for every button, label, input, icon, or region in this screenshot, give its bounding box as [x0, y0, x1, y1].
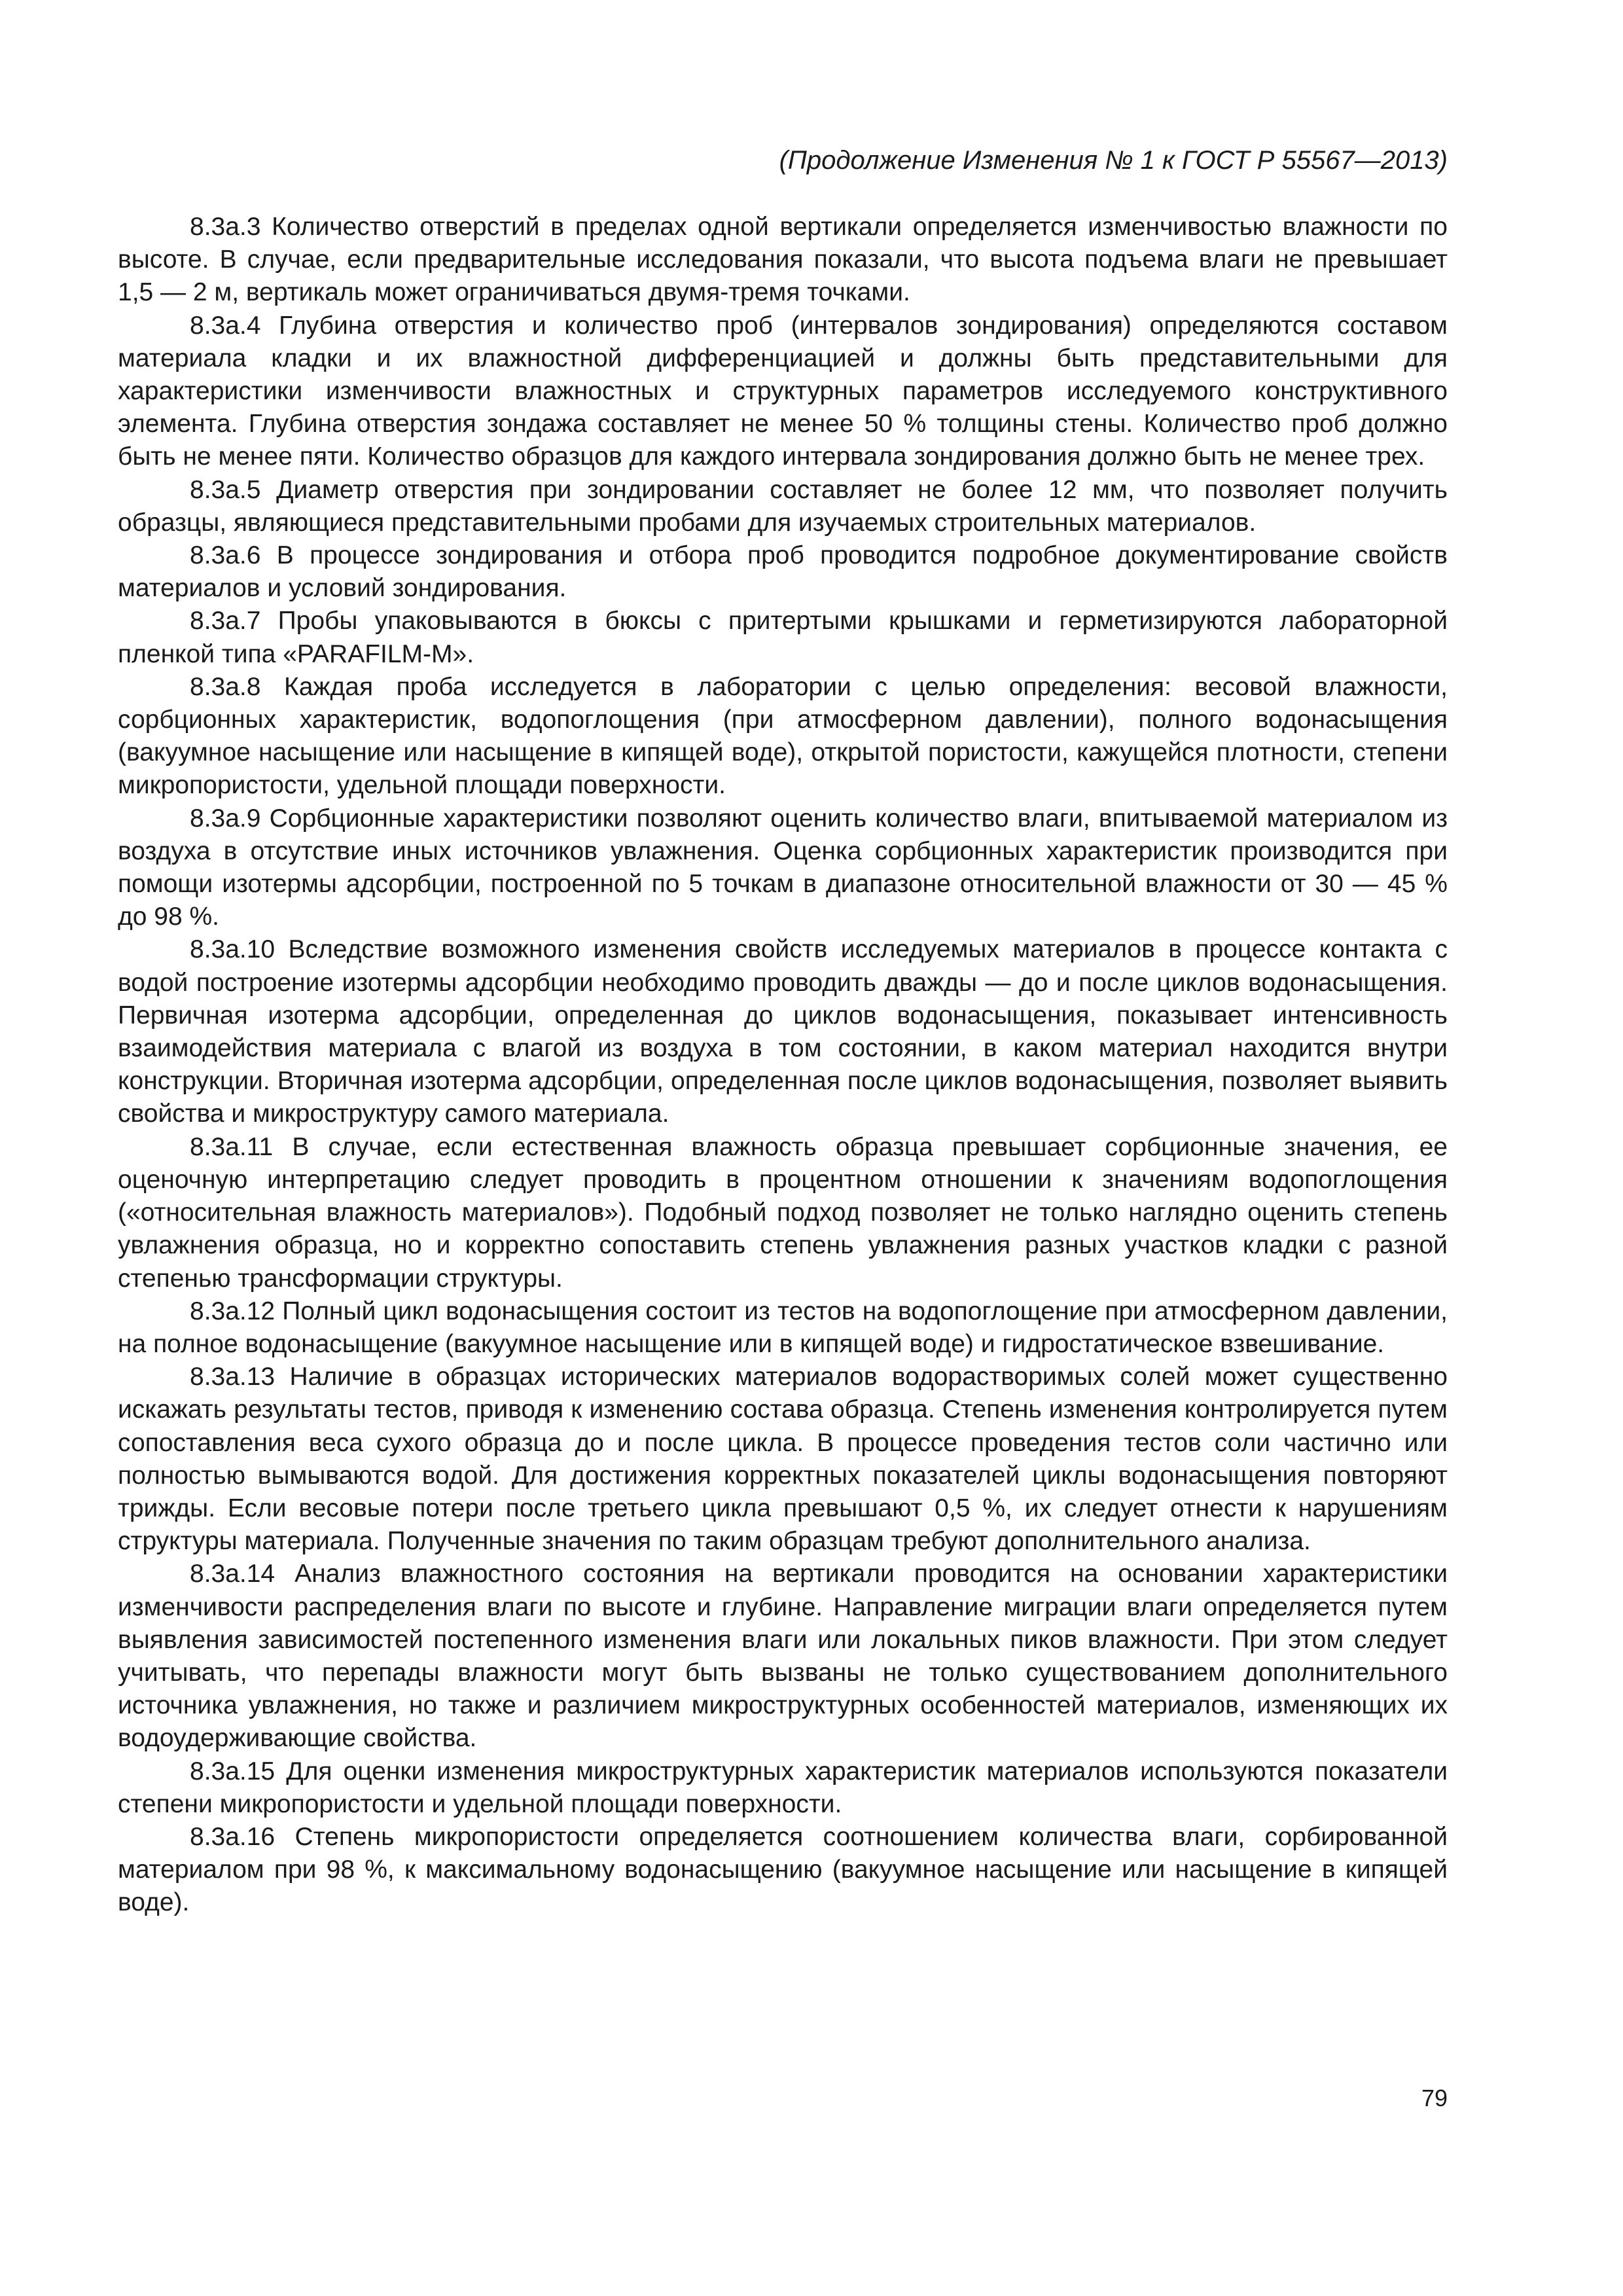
paragraph-8-3a-6: 8.3а.6 В процессе зондирования и отбора проб проводится подробное документирование свойств материалов и условий зондирования.	[118, 541, 1448, 603]
paragraph-8-3a-4: 8.3а.4 Глубина отверстия и количество проб (интервалов зондирования) определяются составом материала кладки и их влажностной дифференциацией и должны быть представительными для характеристики изменчивости влажностных и структурных параметров исследуемого конструктивного элемента. Глубина отверстия зондажа составляет не менее 50 % толщины стены. Количество проб должно быть не менее пяти. Количество образцов для каждого интервала зондирования должно быть не менее трех.	[118, 311, 1448, 471]
running-header: (Продолжение Изменения № 1 к ГОСТ Р 55567—2013)	[779, 146, 1448, 175]
paragraph-8-3a-16: 8.3а.16 Степень микропористости определяется соотношением количества влаги, сорбированной материалом при 98 %, к максимальному водонасыщению (вакуумное насыщение или насыщение в кипящей воде).	[118, 1822, 1448, 1917]
paragraph-8-3a-14: 8.3а.14 Анализ влажностного состояния на вертикали проводится на основании характеристики изменчивости распределения влаги по высоте и глубине. Направление миграции влаги определяется путем выявления зависимостей постепенного изменения влаги или локальных пиков влажности. При этом следует учитывать, что перепады влажности могут быть вызваны не только существованием дополнительного источника увлажнения, но также и различием микроструктурных особенностей материалов, изменяющих их водоудерживающие свойства.	[118, 1560, 1448, 1753]
page-number: 79	[1421, 2085, 1448, 2111]
paragraph-8-3a-13: 8.3а.13 Наличие в образцах исторических материалов водорастворимых солей может существенно искажать результаты тестов, приводя к изменению состава образца. Степень изменения контролируется путем сопоставления веса сухого образца до и после цикла. В процессе проведения тестов соли частично или полностью вымываются водой. Для достижения корректных показателей циклы водонасыщения повторяют трижды. Если весовые потери после третьего цикла превышают 0,5 %, их следует отнести к нарушениям структуры материала. Полученные значения по таким образцам требуют дополнительного анализа.	[118, 1363, 1448, 1556]
paragraph-8-3a-7: 8.3а.7 Пробы упаковываются в бюксы с притертыми крышками и герметизируются лабораторной пленкой типа «PARAFILM-M».	[118, 607, 1448, 668]
paragraph-8-3a-15: 8.3а.15 Для оценки изменения микроструктурных характеристик материалов используются показатели степени микропористости и удельной площади поверхности.	[118, 1757, 1448, 1818]
document-body	[118, 211, 1448, 1920]
paragraph-8-3a-12: 8.3а.12 Полный цикл водонасыщения состоит из тестов на водопоглощение при атмосферном давлении, на полное водонасыщение (вакуумное насыщение или в кипящей воде) и гидростатическое взвешивание.	[118, 1297, 1448, 1358]
paragraph-8-3a-11: 8.3а.11 В случае, если естественная влажность образца превышает сорбционные значения, ее оценочную интерпретацию следует проводить в процентном отношении к значениям водопоглощения («относительная влажность материалов»). Подобный подход позволяет не только наглядно оценить степень увлажнения образца, но и корректно сопоставить степень увлажнения разных участков кладки с разной степенью трансформации структуры.	[118, 1132, 1448, 1293]
document-page	[118, 0, 1448, 2296]
paragraph-8-3a-9: 8.3а.9 Сорбционные характеристики позволяют оценить количество влаги, впитываемой материалом из воздуха в отсутствие иных источников увлажнения. Оценка сорбционных характеристик производится при помощи изотермы адсорбции, построенной по 5 точкам в диапазоне относительной влажности от 30 — 45 % до 98 %.	[118, 804, 1448, 931]
paragraph-8-3a-5: 8.3а.5 Диаметр отверстия при зондировании составляет не более 12 мм, что позволяет получить образцы, являющиеся представительными пробами для изучаемых строительных материалов.	[118, 475, 1448, 537]
paragraph-8-3a-10: 8.3а.10 Вследствие возможного изменения свойств исследуемых материалов в процессе контакта с водой построение изотермы адсорбции необходимо проводить дважды — до и после циклов водонасыщения. Первичная изотерма адсорбции, определенная до циклов водонасыщения, показывает интенсивность взаимодействия материала с влагой из воздуха в том состоянии, в каком материал находится внутри конструкции. Вторичная изотерма адсорбции, определенная после циклов водонасыщения, позволяет выявить свойства и микроструктуру самого материала.	[118, 935, 1448, 1128]
paragraph-8-3a-8: 8.3а.8 Каждая проба исследуется в лаборатории с целью определения: весовой влажности, сорбционных характеристик, водопоглощения (при атмосферном давлении), полного водонасыщения (вакуумное насыщение или насыщение в кипящей воде), открытой пористости, кажущейся плотности, степени микропористости, удельной площади поверхности.	[118, 672, 1448, 800]
paragraph-8-3a-3: 8.3а.3 Количество отверстий в пределах одной вертикали определяется изменчивостью влажности по высоте. В случае, если предварительные исследования показали, что высота подъема влаги не превышает 1,5 — 2 м, вертикаль может ограничиваться двумя-тремя точками.	[118, 213, 1448, 307]
